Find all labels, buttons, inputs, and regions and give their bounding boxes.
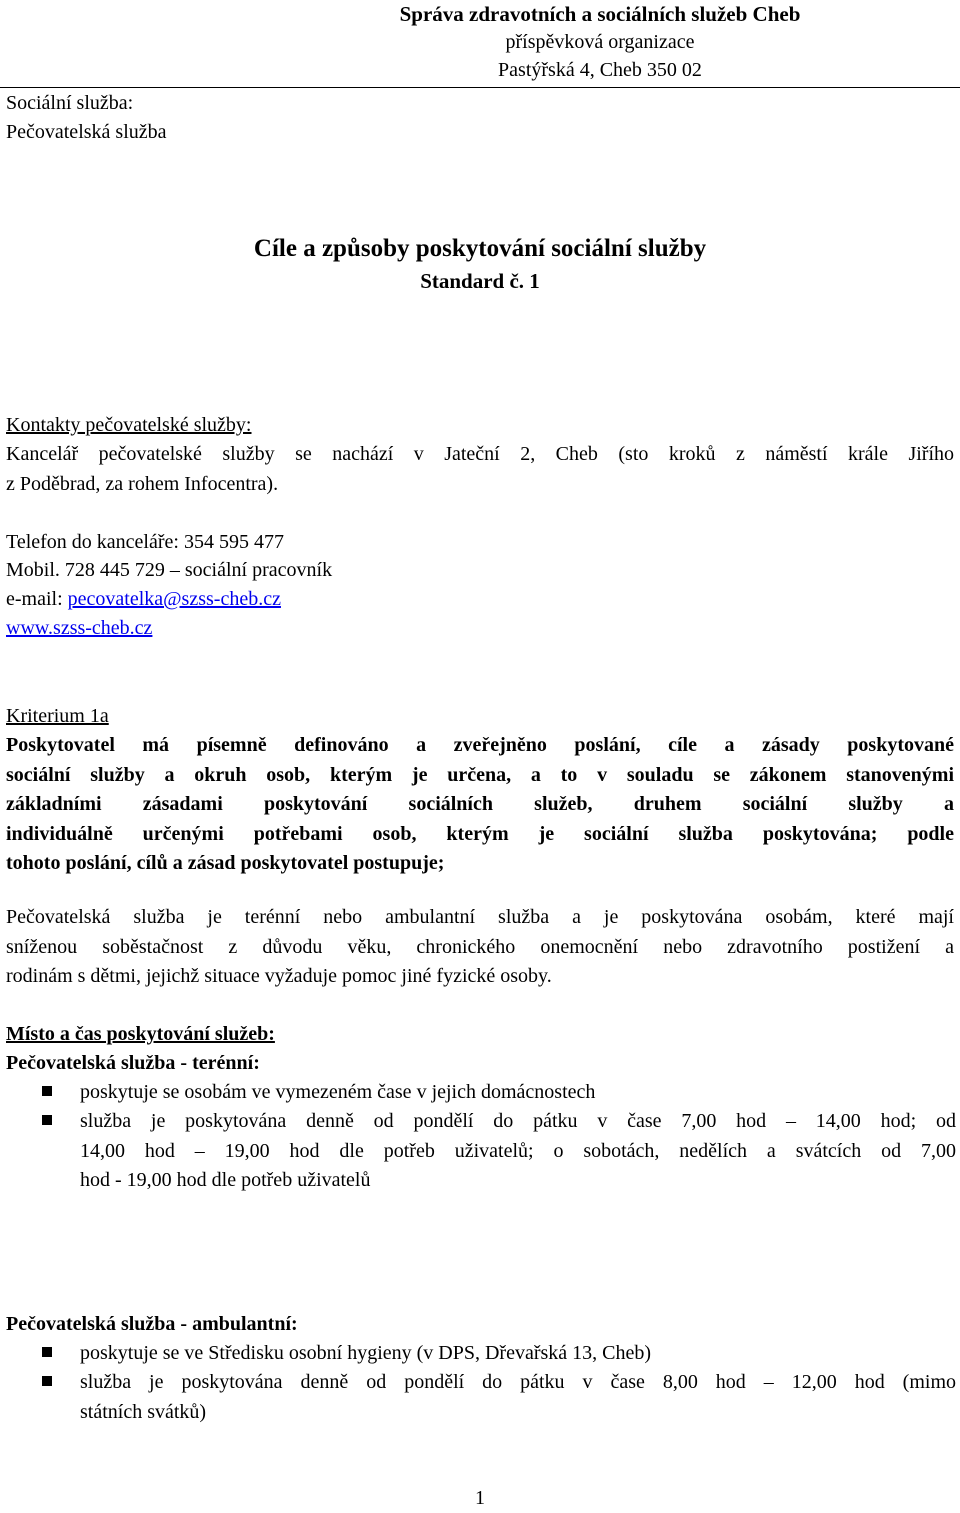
service-label: Sociální služba: xyxy=(6,92,134,114)
office-phone: Telefon do kanceláře: 354 595 477 xyxy=(6,531,284,553)
square-bullet-icon xyxy=(42,1086,52,1096)
list-item-text xyxy=(80,1078,956,1108)
organization-name: Správa zdravotních a sociálních služeb Cheb xyxy=(399,2,801,26)
mission-line: sníženou soběstačnost z důvodu věku, chronického onemocnění nebo zdravotního postižení a xyxy=(6,935,954,958)
list-item-text xyxy=(80,1107,956,1196)
page-number: 1 xyxy=(475,1487,485,1509)
contacts-heading: Kontakty pečovatelské služby: xyxy=(6,414,252,436)
criterion-line: Poskytovatel má písemně definováno a zveřejněno poslání, cíle a zásady poskytované xyxy=(6,734,954,756)
criterion-heading: Kriterium 1a xyxy=(6,705,109,727)
square-bullet-icon xyxy=(42,1347,52,1357)
mission-line: rodinám s dětmi, jejichž situace vyžaduje pomoc jiné fyzické osoby. xyxy=(6,965,552,987)
list-item-line: hod - 19,00 hod dle potřeb uživatelů xyxy=(80,1169,371,1191)
square-bullet-icon xyxy=(42,1115,52,1125)
criterion-line: sociální služby a okruh osob, kterým je určena, a to v souladu se zákonem stanovenými xyxy=(6,763,954,786)
square-bullet-icon xyxy=(42,1376,52,1386)
office-location-line1: Kancelář pečovatelské služby se nachází v Jateční 2, Cheb (sto kroků z náměstí krále Jiřího xyxy=(6,443,954,465)
ambulant-service-heading: Pečovatelská služba - ambulantní: xyxy=(6,1313,298,1335)
list-item-line: poskytuje se osobám ve vymezeném čase v jejich domácnostech xyxy=(80,1081,596,1103)
document-title: Cíle a způsoby poskytování sociální služby xyxy=(253,235,707,262)
list-item-text xyxy=(80,1368,956,1427)
criterion-line: individuálně určenými potřebami osob, kterým je sociální služba poskytována; podle xyxy=(6,822,954,845)
list-item-text xyxy=(80,1339,956,1369)
criterion-line: tohoto poslání, cílů a zásad poskytovatel postupuje; xyxy=(6,852,445,874)
email-label: e-mail: xyxy=(6,588,68,610)
mission-line: Pečovatelská služba je terénní nebo ambulantní služba a je poskytována osobám, které mají xyxy=(6,906,954,928)
list-item-line: služba je poskytována denně od pondělí do pátku v čase 7,00 hod – 14,00 hod; od xyxy=(80,1110,956,1132)
criterion-text xyxy=(6,731,954,879)
organization-type: příspěvková organizace xyxy=(505,31,695,53)
header-rule xyxy=(0,87,960,88)
office-location-line2: z Poděbrad, za rohem Infocentra). xyxy=(6,473,279,495)
field-service-heading: Pečovatelská služba - terénní: xyxy=(6,1052,260,1074)
organization-address: Pastýřská 4, Cheb 350 02 xyxy=(498,59,702,81)
service-name: Pečovatelská služba xyxy=(6,121,167,143)
place-time-heading: Místo a čas poskytování služeb: xyxy=(6,1023,275,1045)
list-item-line: státních svátků) xyxy=(80,1400,207,1423)
web-row xyxy=(6,614,152,643)
mobile-phone: Mobil. 728 445 729 – sociální pracovník xyxy=(6,559,333,581)
list-item-line: 14,00 hod – 19,00 hod dle potřeb uživatelů; o sobotách, nedělích a svátcích od 7,00 xyxy=(80,1139,956,1162)
list-item-line: poskytuje se ve Středisku osobní hygieny (v DPS, Dřevařská 13, Cheb) xyxy=(80,1342,652,1364)
email-row xyxy=(6,585,281,614)
standard-number: Standard č. 1 xyxy=(420,269,540,293)
email-link[interactable]: pecovatelka@szss-cheb.cz xyxy=(67,588,281,610)
mission-text xyxy=(6,903,954,992)
website-link[interactable]: www.szss-cheb.cz xyxy=(6,617,153,639)
list-item-line: služba je poskytována denně od pondělí do pátku v čase 8,00 hod – 12,00 hod (mimo xyxy=(80,1371,956,1393)
criterion-line: základními zásadami poskytování sociálních služeb, druhem sociální služby a xyxy=(6,793,954,815)
